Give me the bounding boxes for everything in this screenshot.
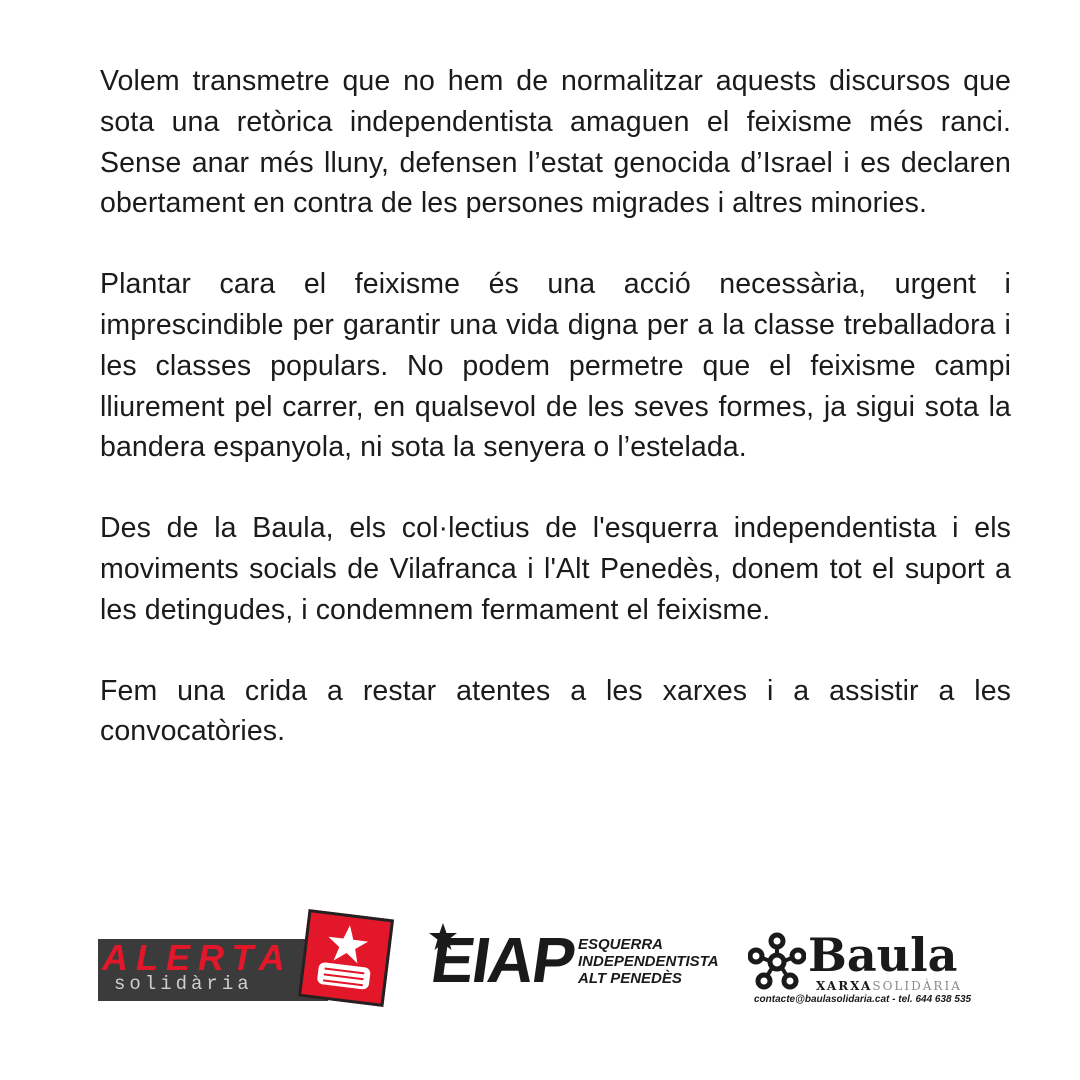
eiap-word: EIAP	[426, 924, 579, 996]
paragraph-1: Volem transmetre que no hem de normalitzar aquests discursos que sota una retòrica independentista amaguen el feixisme més ranci. Sense anar més lluny, defensen l’estat genocida d’Israel i es declaren obertament en contra de les persones migrades i altres minories.	[100, 65, 1011, 220]
fist-star-icon	[298, 909, 394, 1007]
statement-text	[100, 61, 1011, 792]
baula-logo	[748, 930, 980, 1010]
logo-strip	[0, 900, 1080, 1020]
eiap-fullname	[578, 936, 719, 987]
baula-sub-bold: XARXA	[816, 979, 873, 993]
baula-sub-light: SOLIDÀRIA	[872, 979, 962, 993]
baula-contact: contacte@baulasolidaria.cat - tel. 644 638 535	[754, 994, 972, 1005]
alerta-subtitle: solidària	[114, 973, 253, 995]
baula-subtitle	[816, 980, 962, 993]
baula-word: Baula	[808, 928, 958, 982]
eiap-line-1: ESQUERRA	[578, 936, 664, 953]
eiap-line-2: INDEPENDENTISTA	[578, 953, 719, 970]
paragraph-3: Des de la Baula, els col·lectius de l'esquerra independentista i els moviments socials de Vilafranca i l'Alt Penedès, donem tot el suport a les detingudes, i condemnem fermament el feixisme.	[100, 512, 1011, 626]
alerta-word: ALERTA	[102, 937, 293, 978]
paragraph-2: Plantar cara el feixisme és una acció necessària, urgent i imprescindible per garantir una vida digna per a la classe treballadora i les classes populars. No podem permetre que el feixisme campi lliurement pel carrer, en qualsevol de les seves formes, ja sigui sota la bandera espanyola, ni sota la senyera o l’estelada.	[100, 268, 1011, 464]
eiap-line-3: ALT PENEDÈS	[578, 970, 682, 987]
chain-star-icon	[748, 932, 806, 990]
eiap-logo	[426, 922, 719, 996]
alerta-solidaria-logo	[98, 914, 390, 1004]
paragraph-4: Fem una crida a restar atentes a les xarxes i a assistir a les convocatòries.	[100, 674, 1011, 748]
